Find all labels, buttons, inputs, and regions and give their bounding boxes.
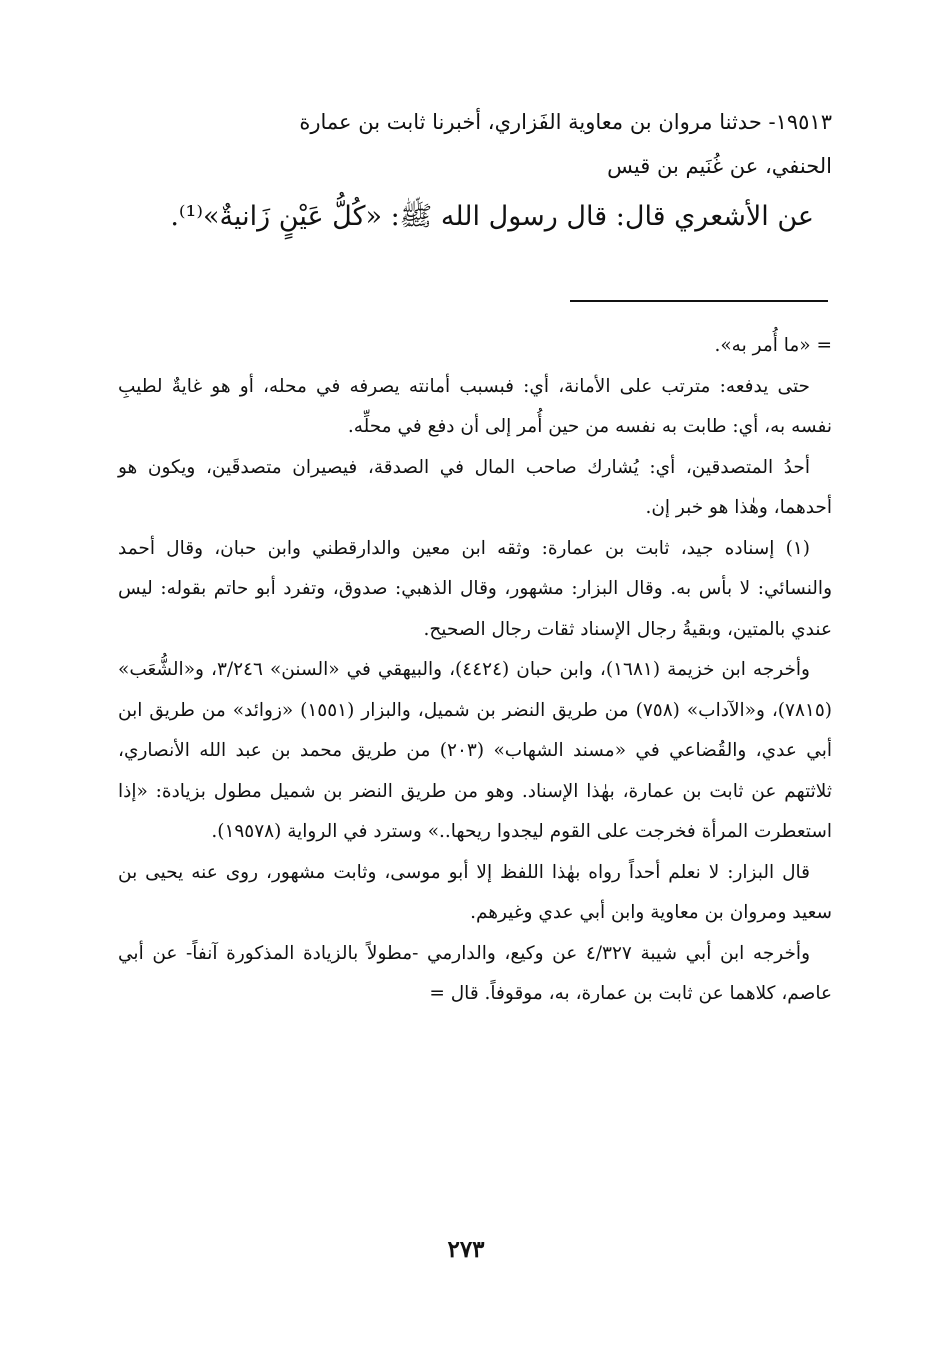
footnote-paragraph: وأخرجه ابن أبي شيبة ٤/٣٢٧ عن وكيع، والدارمي -مطولاً بالزيادة المذكورة آنفاً- عن أبي عاصم، كلاهما عن ثابت بن عمارة، به، موقوفاً. قال = (118, 942, 832, 1004)
footnote-paragraph: قال البزار: لا نعلم أحداً رواه بهٰذا اللفظ إلا أبو موسى، وثابت مشهور، روى عنه يحيى بن سعيد ومروان بن معاوية وابن أبي عدي وغيرهم. (118, 861, 832, 923)
hadith-chain-line-2: الحنفي، عن غُنَيم بن قيس (607, 154, 832, 178)
page-number: ٢٧٣ (447, 1236, 485, 1263)
footnote-carryover: = «ما أُمر به». (714, 335, 832, 356)
footnotes (118, 326, 832, 1015)
hadith-block (118, 100, 832, 246)
footnote-paragraph: وأخرجه ابن خزيمة (١٦٨١)، وابن حبان (٤٤٢٤)، والبيهقي في «السنن» ٣/٢٤٦، و«الشُّعَب» (٧٨١٥)، و«الآداب» (٧٥٨) من طريق النضر بن شميل، والبزار (١٥٥١) «زوائد» من طريق ابن أبي عدي، والقُضاعي في «مسند الشهاب» (٢٠٣) من طريق محمد بن عبد الله الأنصاري، ثلاثتهم عن ثابت بن عمارة، بهٰذا الإسناد. وهو من طريق النضر بن شميل مطول بزيادة: «إذا استعطرت المرأة فخرجت على القوم ليجدوا ريحها..» وسترد في الرواية (١٩٥٧٨). (118, 659, 832, 842)
footnote-paragraph: (١) إسناده جيد، ثابت بن عمارة: وثقه ابن معين والدارقطني وابن حبان، وقال أحمد والنسائي: لا بأس به. وقال البزار: مشهور، وقال الذهبي: صدوق، وتفرد أبو حاتم بقوله: ليس عندي بالمتين، وبقيةُ رجال الإسناد ثقات رجال الصحيح. (118, 537, 832, 640)
footnote-paragraph: أحدُ المتصدقين، أي: يُشارك صاحب المال في الصدقة، فيصيران متصدقَين، ويكون هو أحدهما، وهٰذا هو خبر إن. (118, 456, 832, 518)
book-page (118, 100, 832, 1004)
footnote-paragraph: حتى يدفعه: مترتب على الأمانة، أي: فبسبب أمانته يصرفه في محله، أو هو غايةٌ لطيبِ نفسه به، أي: طابت به نفسه من حين أُمر إلى أن دفع في محلِّه. (118, 375, 832, 437)
footnote-separator (570, 300, 828, 302)
hadith-text: عن الأشعري قال: قال رسول الله ﷺ: «كُلُّ عَيْنٍ زَانيةٌ»⁽¹⁾. (170, 201, 814, 232)
hadith-chain-line-1: ١٩٥١٣- حدثنا مروان بن معاوية الفَزاري، أخبرنا ثابت بن عمارة (299, 110, 832, 134)
